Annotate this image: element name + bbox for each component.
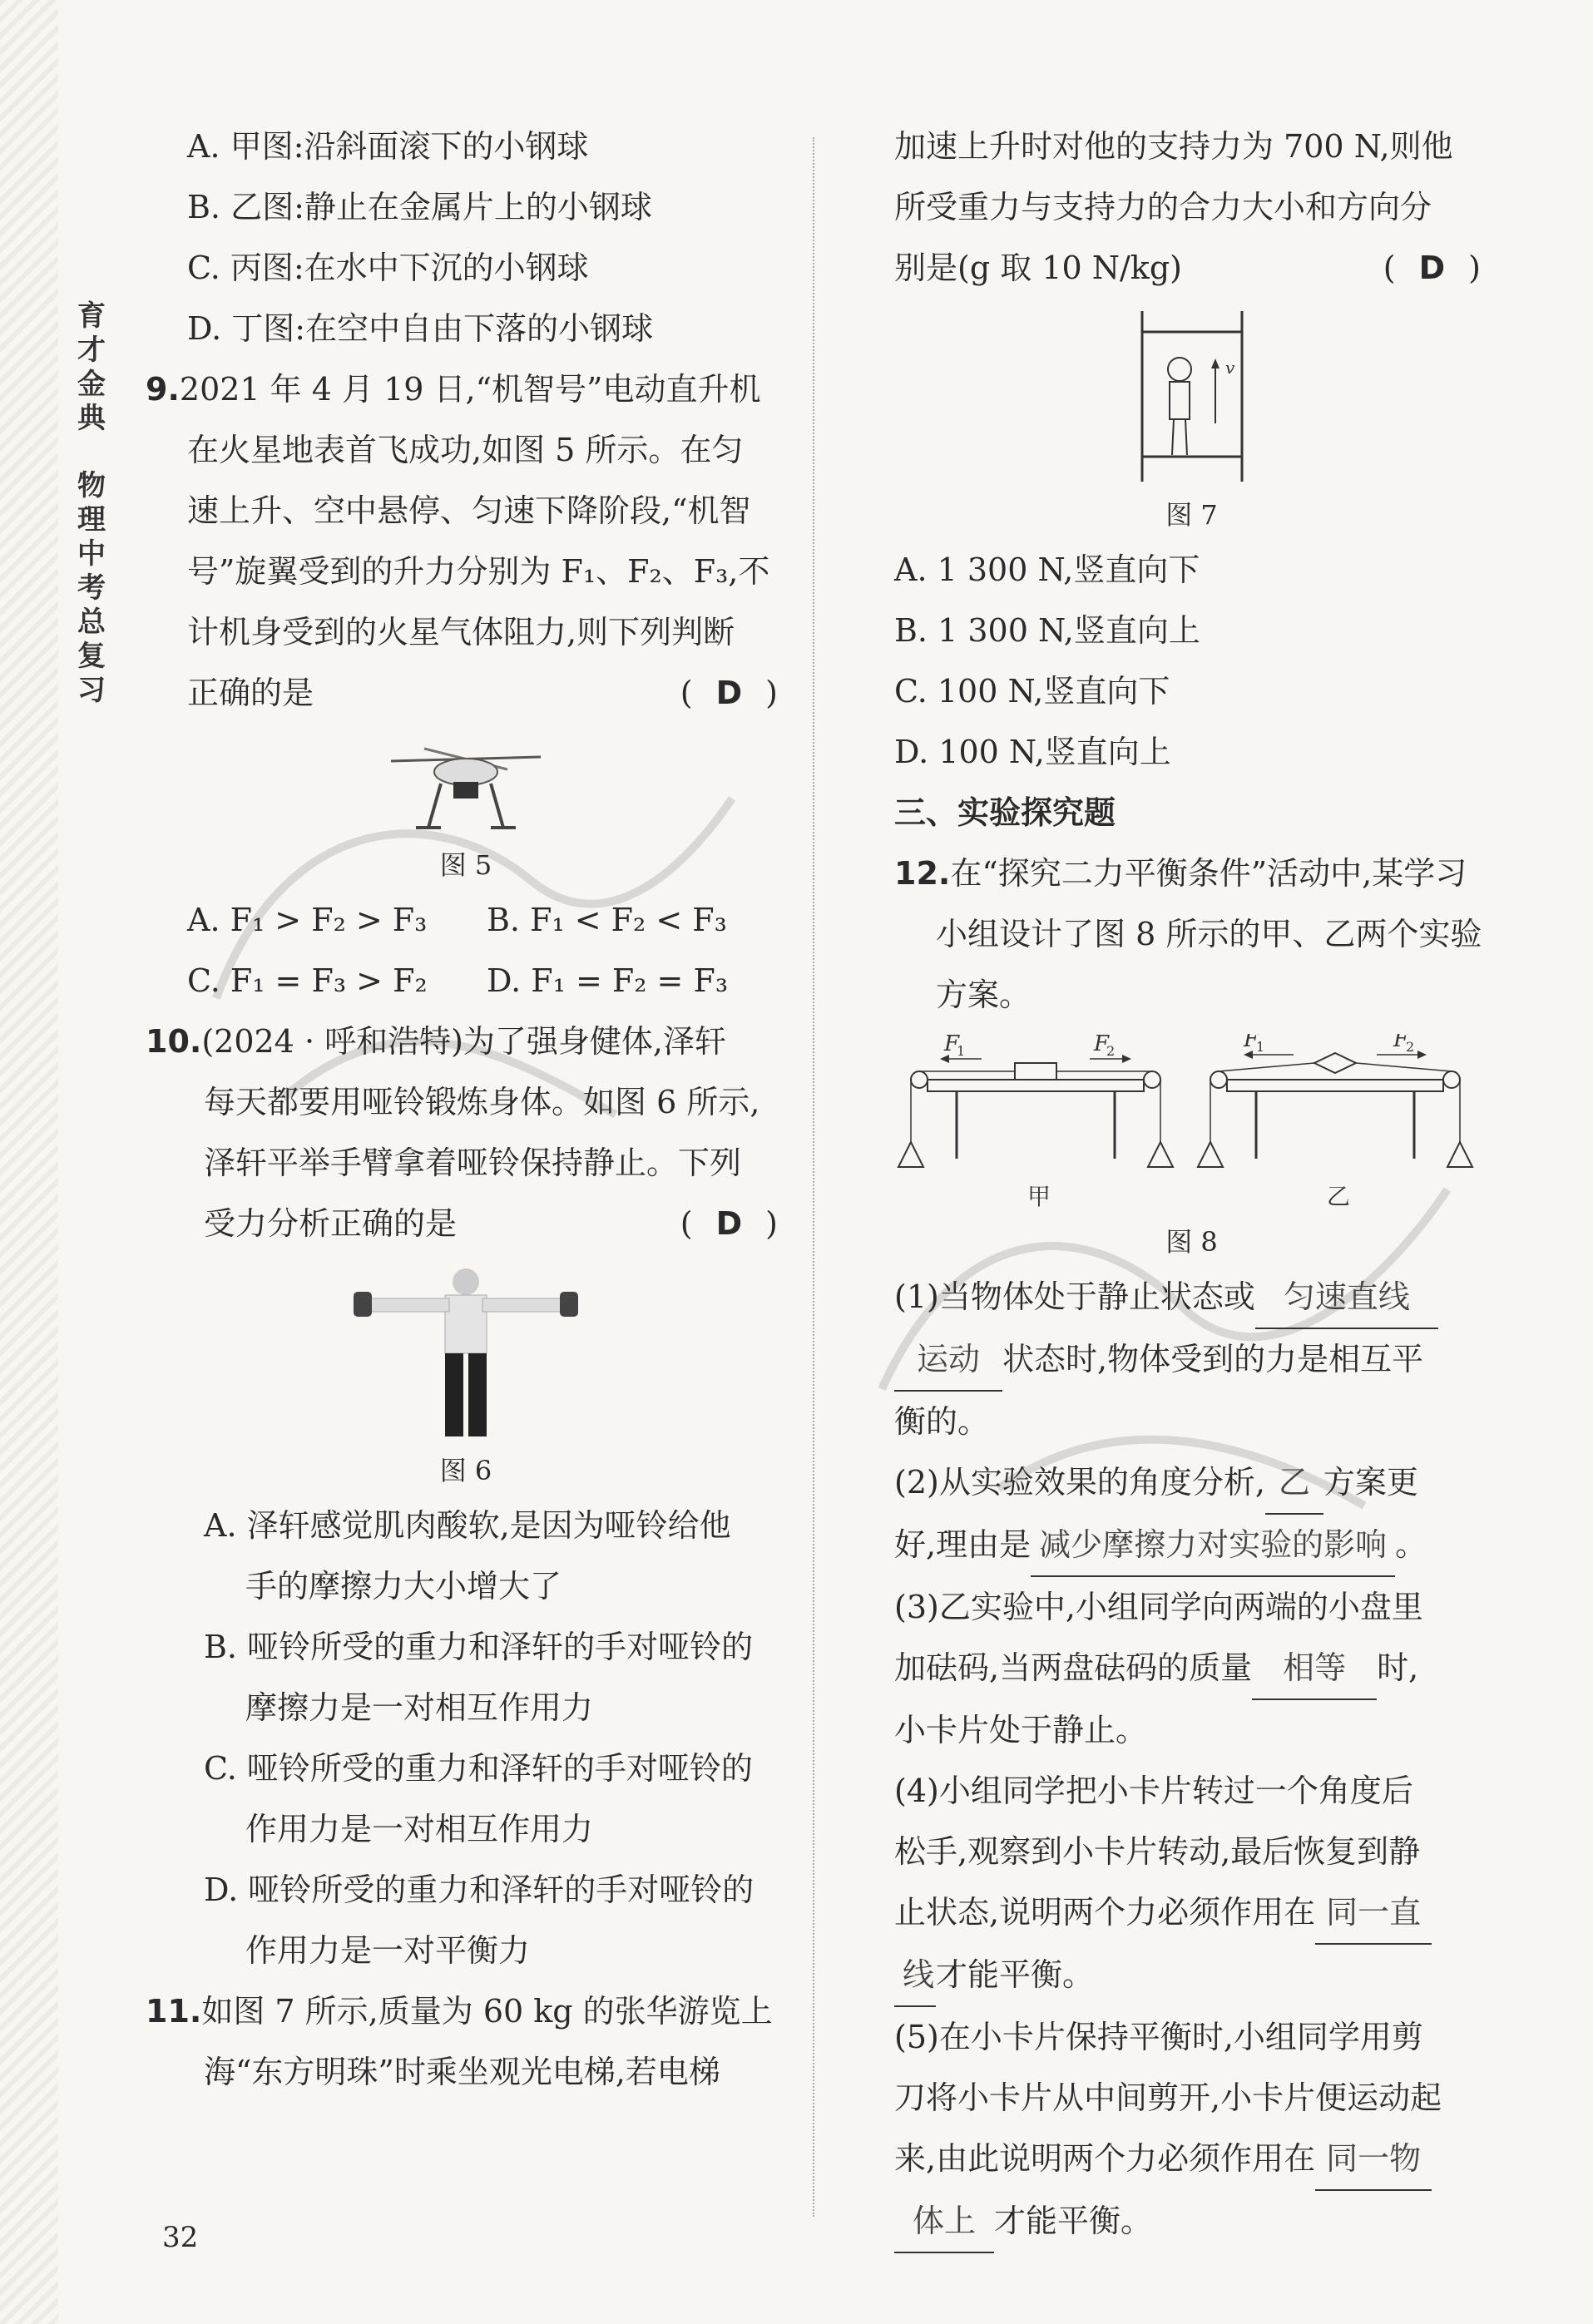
force-label-f1: F	[944, 1034, 960, 1056]
figure-7-caption: 图 7	[1165, 499, 1218, 531]
q9-answer-letter: D	[715, 675, 743, 711]
text: 时,	[1377, 1649, 1419, 1686]
force-label-f1: F	[1244, 1034, 1259, 1052]
q10-option-cont: 摩擦力是一对相互作用力	[245, 1689, 594, 1726]
q8-option: B. 乙图:静止在金属片上的小钢球	[187, 189, 652, 225]
text: 才能平衡。	[994, 2203, 1153, 2239]
answer-blank: 同一直	[1315, 1882, 1432, 1945]
q12-p5: (5)在小卡片保持平衡时,小组同学用剪	[894, 2019, 1423, 2055]
answer-blank: 同一物	[1315, 2129, 1432, 2191]
figure-5-caption: 图 5	[439, 849, 492, 881]
label-jia: 甲	[1027, 1183, 1051, 1210]
person-dumbbell-icon	[349, 1267, 582, 1441]
q11-line	[146, 1981, 786, 2042]
q12-line: 小组设计了图 8 所示的甲、乙两个实验	[936, 916, 1482, 952]
q12-p3-end: 小卡片处于静止。	[894, 1712, 1148, 1748]
side-char: 典	[77, 402, 106, 435]
q9-answer: ( D )	[680, 663, 786, 724]
force-sub-2: 2	[1406, 1039, 1415, 1055]
q12-p4: (4)小组同学把小卡片转过一个角度后	[894, 1773, 1413, 1809]
answer-blank: 体上	[894, 2191, 994, 2253]
q9-options-row	[146, 890, 786, 951]
text: 。	[1395, 1526, 1427, 1563]
force-label-f2: F	[1094, 1034, 1110, 1056]
q9-text: 2021 年 4 月 19 日,“机智号”电动直升机	[179, 371, 761, 408]
velocity-label: v	[1224, 358, 1234, 378]
q12-p4-cont	[894, 1882, 1489, 1945]
text: 才能平衡。	[936, 1956, 1095, 1993]
q9-option: C. F₁ = F₃ > F₂	[187, 962, 428, 999]
q12-p5-end	[894, 2191, 1489, 2253]
figure-8-apparatus	[894, 1034, 1489, 1217]
q10-line	[146, 1011, 786, 1072]
q11-option: B. 1 300 N,竖直向上	[894, 612, 1200, 649]
force-sub-2: 2	[1106, 1043, 1116, 1059]
balance-apparatus-icon	[894, 1034, 1489, 1213]
text: 来,由此说明两个力必须作用在	[894, 2140, 1316, 2177]
drone-icon	[383, 732, 549, 840]
side-char: 金	[77, 368, 106, 401]
q10-text: 受力分析正确的是	[204, 1205, 458, 1242]
side-char: 才	[77, 334, 106, 367]
answer-blank: 运动	[894, 1329, 1002, 1392]
answer-blank: 匀速直线	[1255, 1267, 1438, 1329]
q10-option: B. 哑铃所受的重力和泽轩的手对哑铃的	[204, 1629, 754, 1665]
text: 方案更	[1323, 1464, 1418, 1501]
q10-line: 泽轩平举手臂拿着哑铃保持静止。下列	[204, 1145, 742, 1181]
q12-p4-end	[894, 1945, 1489, 2007]
text: 好,理由是	[894, 1526, 1031, 1563]
q12-line: 方案。	[936, 977, 1031, 1013]
q9-line: 速上升、空中悬停、匀速下降阶段,“机智	[187, 492, 751, 529]
side-char: 中	[77, 537, 106, 571]
q8-option: A. 甲图:沿斜面滚下的小钢球	[187, 128, 589, 165]
q12-p2-cont	[894, 1515, 1489, 1577]
q10-text: (2024 · 呼和浩特)为了强身健体,泽轩	[201, 1023, 727, 1060]
q9-line: 号”旋翼受到的升力分别为 F₁、F₂、F₃,不	[187, 553, 770, 590]
q11-line: 海“东方明珠”时乘坐观光电梯,若电梯	[204, 2054, 720, 2090]
answer-blank: 线	[894, 1945, 936, 2007]
text: (2)从实验效果的角度分析,	[894, 1464, 1265, 1501]
q12-p1-end: 衡的。	[894, 1403, 990, 1440]
force-label-f2: F	[1393, 1034, 1409, 1052]
q11-option: A. 1 300 N,竖直向下	[894, 551, 1200, 588]
q12-p4-cont: 松手,观察到小卡片转动,最后恢复到静	[894, 1833, 1421, 1870]
left-column	[146, 116, 786, 2103]
q11-line: 加速上升时对他的支持力为 700 N,则他	[894, 128, 1453, 165]
apparatus-jia	[898, 1034, 1173, 1210]
q12-p2	[894, 1452, 1489, 1515]
q10-answer-letter: D	[715, 1205, 743, 1242]
q10-answer: ( D )	[680, 1194, 786, 1254]
q11-text: 别是(g 取 10 N/kg)	[894, 250, 1182, 286]
q12-p1-cont	[894, 1329, 1489, 1392]
side-char: 物	[77, 469, 106, 502]
q11-text: 如图 7 所示,质量为 60 kg 的张华游览上	[201, 1993, 773, 2030]
q8-option: C. 丙图:在水中下沉的小钢球	[187, 250, 589, 286]
label-yi: 乙	[1327, 1183, 1351, 1210]
q9-number: 9.	[146, 371, 180, 408]
figure-7-elevator	[894, 307, 1489, 490]
q10-option-cont: 作用力是一对平衡力	[245, 1932, 531, 1969]
side-char: 复	[77, 640, 106, 673]
q9-line	[146, 663, 786, 724]
q10-line: 每天都要用哑铃锻炼身体。如图 6 所示,	[204, 1084, 760, 1120]
q10-option: C. 哑铃所受的重力和泽轩的手对哑铃的	[204, 1750, 753, 1787]
q11-number: 11.	[146, 1993, 202, 2030]
figure-6-caption: 图 6	[439, 1455, 492, 1486]
q9-line: 在火星地表首飞成功,如图 5 所示。在匀	[187, 432, 744, 468]
q8-option: D. 丁图:在空中自由下落的小钢球	[187, 310, 654, 347]
q12-text: 在“探究二力平衡条件”活动中,某学习	[950, 855, 1467, 892]
q9-option: D. F₁ = F₂ = F₃	[487, 962, 729, 999]
figure-5-drone	[146, 732, 786, 840]
text: (1)当物体处于静止状态或	[894, 1278, 1255, 1315]
text: 加砝码,当两盘砝码的质量	[894, 1649, 1253, 1686]
q12-p3-cont	[894, 1638, 1489, 1700]
column-divider	[813, 137, 814, 2217]
q9-line: 计机身受到的火星气体阻力,则下列判断	[187, 614, 735, 650]
side-title	[71, 299, 112, 708]
q12-p5-cont: 刀将小卡片从中间剪开,小卡片便运动起	[894, 2079, 1442, 2116]
answer-blank: 乙	[1265, 1452, 1323, 1515]
q12-p1	[894, 1267, 1489, 1329]
side-char: 习	[77, 674, 106, 707]
answer-blank: 相等	[1252, 1638, 1377, 1700]
q11-answer-letter: D	[1418, 250, 1446, 286]
section-heading: 三、实验探究题	[894, 794, 1116, 831]
q10-line	[146, 1194, 786, 1254]
q10-option-cont: 手的摩擦力大小增大了	[245, 1568, 562, 1605]
figure-8-caption: 图 8	[1165, 1226, 1218, 1258]
q10-option: D. 哑铃所受的重力和泽轩的手对哑铃的	[204, 1872, 754, 1908]
q9-line	[146, 359, 786, 420]
q10-option-cont: 作用力是一对相互作用力	[245, 1811, 594, 1847]
page-number: 32	[162, 2221, 199, 2254]
q12-number: 12.	[894, 855, 951, 892]
q11-line	[894, 238, 1489, 299]
figure-6-person	[146, 1267, 786, 1446]
q12-line	[894, 843, 1489, 904]
side-char: 理	[77, 503, 106, 536]
answer-blank: 减少摩擦力对实验的影响	[1031, 1515, 1395, 1577]
force-sub-1: 1	[957, 1043, 966, 1059]
page-edge-pattern	[0, 0, 58, 2324]
q9-options-row	[146, 951, 786, 1011]
q12-p5-cont	[894, 2129, 1489, 2191]
apparatus-yi	[1198, 1034, 1472, 1210]
q11-option: C. 100 N,竖直向下	[894, 673, 1170, 710]
q10-option: A. 泽轩感觉肌肉酸软,是因为哑铃给他	[204, 1507, 731, 1544]
q9-option: B. F₁ < F₂ < F₃	[487, 902, 727, 938]
right-column	[894, 116, 1489, 2253]
q10-number: 10.	[146, 1023, 202, 1060]
q11-line: 所受重力与支持力的合力大小和方向分	[894, 189, 1432, 225]
side-char: 总	[77, 606, 106, 639]
q9-option: A. F₁ > F₂ > F₃	[187, 902, 428, 938]
side-char: 育	[77, 299, 106, 333]
q9-text: 正确的是	[187, 675, 314, 711]
q11-option: D. 100 N,竖直向上	[894, 734, 1171, 770]
text: 止状态,说明两个力必须作用在	[894, 1894, 1316, 1931]
q11-answer: ( D )	[1383, 238, 1489, 299]
text: 状态时,物体受到的力是相互平	[1002, 1341, 1424, 1377]
elevator-icon	[1109, 307, 1275, 486]
side-char: 考	[77, 571, 106, 605]
q12-p3: (3)乙实验中,小组同学向两端的小盘里	[894, 1589, 1423, 1625]
force-sub-1: 1	[1256, 1039, 1265, 1055]
